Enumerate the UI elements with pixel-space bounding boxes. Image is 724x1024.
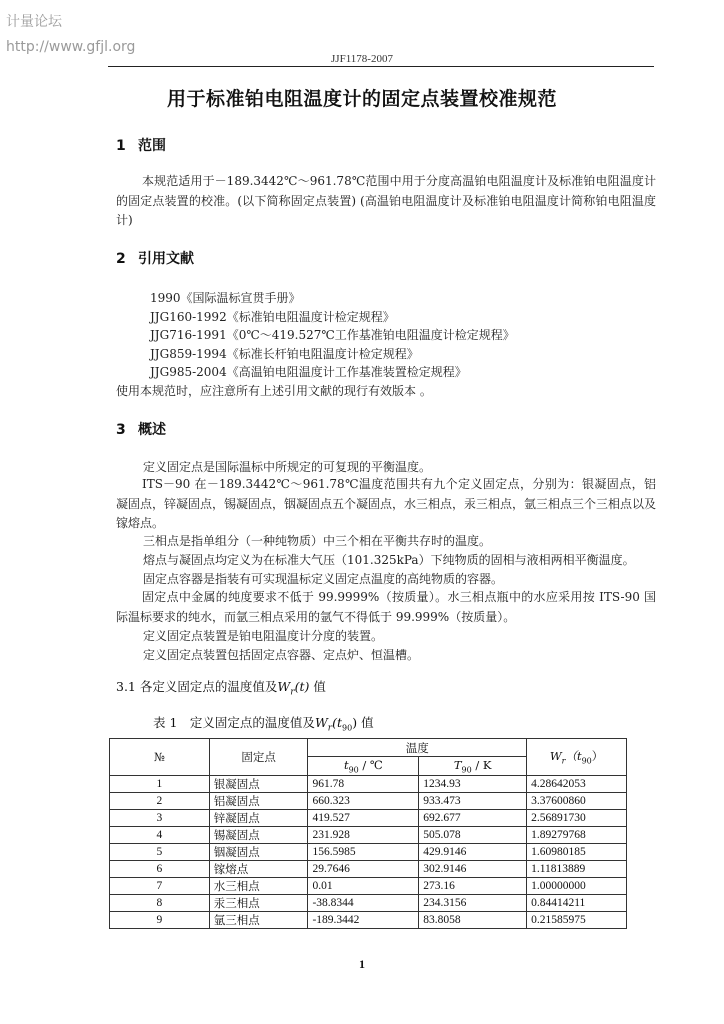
header-wr [527,739,627,776]
cell-fixed-point: 锡凝固点 [209,827,308,844]
header-t90-subscript: 90 [348,765,359,775]
cell-T90: 1234.93 [419,776,527,793]
fixed-points-table [109,738,627,929]
cell-t90: -189.3442 [308,912,419,929]
cell-no: 3 [110,810,210,827]
document-code: JJF1178-2007 [331,53,393,65]
cell-t90: 29.7646 [308,861,419,878]
header-t90 [308,757,419,776]
subsection-title: 各定义固定点的温度值及 [139,679,278,694]
overview-paragraph: 三相点是指单组分（一种纯物质）中三个相在平衡共存时的温度。 [143,534,492,548]
overview-paragraph: 熔点与凝固点均定义为在标准大气压（101.325kPa）下纯物质的固相与液相两相平衡温度。 [143,553,635,567]
caption-symbol-t: (t [332,715,343,730]
cell-wr: 4.28642053 [527,776,627,793]
cell-wr: 3.37600860 [527,793,627,810]
table-row [110,861,627,878]
cell-wr: 0.84414211 [527,895,627,912]
cell-t90: 156.5985 [308,844,419,861]
cell-t90: 660.323 [308,793,419,810]
section-number: 1 [116,138,126,154]
subsection-suffix: 值 [313,679,326,694]
cell-no: 1 [110,776,210,793]
overview-paragraph: 定义固定点装置是铂电阻温度计分度的装置。 [143,629,384,643]
reference-item: 1990《国际温标宣贯手册》 [150,291,301,305]
section-title: 概述 [138,422,166,438]
table-row [110,895,627,912]
caption-symbol-r: r [327,723,333,734]
reference-item: JJG716-1991《0℃～419.527℃工作基准铂电阻温度计检定规程》 [150,328,515,342]
overview-paragraph: 固定点容器是指装有可实现温标定义固定点温度的高纯物质的容器。 [143,572,504,586]
cell-wr: 1.00000000 [527,878,627,895]
document-title: 用于标准铂电阻温度计的固定点装置校准规范 [166,88,557,110]
section-title: 范围 [138,138,166,154]
cell-fixed-point: 镓熔点 [209,861,308,878]
overview-paragraph: ITS－90 在－189.3442℃～961.78℃温度范围共有九个定义固定点，分别为：银凝固点，铝凝固点，锌凝固点，锡凝固点，铟凝固点五个凝固点，水三相点，汞三相点，氩三相点三个三相点以及镓熔点。 [116,477,657,530]
section-title: 引用文献 [138,251,194,267]
header-wr-close: ） [591,749,604,764]
header-fixed-point: 固定点 [209,739,308,776]
header-T90-unit: / K [475,758,492,773]
cell-no: 4 [110,827,210,844]
reference-item: JJG985-2004《高温铂电阻温度计工作基准装置检定规程》 [150,365,467,379]
cell-t90: 231.928 [308,827,419,844]
cell-fixed-point: 汞三相点 [209,895,308,912]
table-row [110,810,627,827]
references-note: 使用本规范时，应注意所有上述引用文献的现行有效版本 。 [116,384,432,398]
cell-fixed-point: 铟凝固点 [209,844,308,861]
table-row [110,912,627,929]
section-1-heading [116,135,166,155]
cell-T90: 273.16 [419,878,527,895]
subsection-number: 3.1 [116,679,136,694]
cell-T90: 302.9146 [419,861,527,878]
section-1-paragraph: 本规范适用于－189.3442℃～961.78℃范围中用于分度高温铂电阻温度计及标准铂电阻温度计的固定点装置的校准。(以下简称固定点装置) (高温铂电阻温度计及标准铂电阻温度计简称铂电阻温度计) [116,174,656,227]
cell-T90: 429.9146 [419,844,527,861]
cell-no: 7 [110,878,210,895]
header-rule [108,66,654,67]
cell-T90: 234.3156 [419,895,527,912]
overview-paragraph: 定义固定点是国际温标中所规定的可复现的平衡温度。 [143,460,432,474]
header-wr-argument-subscript: 90 [581,756,592,766]
table-caption [153,713,374,734]
cell-no: 2 [110,793,210,810]
watermark-site-name: 计量论坛 [6,14,62,30]
symbol-t: (t) [294,679,310,694]
table-row [110,793,627,810]
page-number: 1 [359,957,365,971]
cell-no: 5 [110,844,210,861]
header-no: № [110,739,210,776]
cell-wr: 1.11813889 [527,861,627,878]
header-t90-unit: / ℃ [362,758,383,773]
caption-text: 表 1 定义固定点的温度值及 [153,715,315,730]
cell-t90: 0.01 [308,878,419,895]
cell-T90: 83.8058 [419,912,527,929]
cell-wr: 1.60980185 [527,844,627,861]
reference-item: JJG859-1994《标准长杆铂电阻温度计检定规程》 [150,347,419,361]
cell-wr: 0.21585975 [527,912,627,929]
cell-no: 6 [110,861,210,878]
table-row [110,776,627,793]
caption-suffix: 值 [361,715,374,730]
symbol-r: r [290,687,295,698]
subsection-3-1-heading [116,677,326,698]
cell-T90: 692.677 [419,810,527,827]
cell-T90: 933.473 [419,793,527,810]
overview-paragraph: 固定点中金属的纯度要求不低于 99.9999%（按质量）。水三相点瓶中的水应采用按 ITS-90 国际温标要求的纯水，而氩三相点采用的氩气不得低于 99.999%（按质量）。 [116,590,656,624]
cell-t90: -38.8344 [308,895,419,912]
section-number: 3 [116,422,126,438]
cell-no: 9 [110,912,210,929]
cell-fixed-point: 氩三相点 [209,912,308,929]
reference-item: JJG160-1992《标准铂电阻温度计检定规程》 [150,310,395,324]
cell-fixed-point: 铝凝固点 [209,793,308,810]
cell-fixed-point: 银凝固点 [209,776,308,793]
section-3-heading [116,419,166,439]
cell-wr: 1.89279768 [527,827,627,844]
cell-T90: 505.078 [419,827,527,844]
watermark-url: http://www.gfjl.org [6,39,136,55]
cell-fixed-point: 锌凝固点 [209,810,308,827]
table-row [110,844,627,861]
header-wr-subscript: r [561,756,566,766]
header-T90-symbol: T [453,758,462,773]
section-2-heading [116,248,194,268]
header-wr-argument: （t [565,749,582,764]
header-t90-symbol: t [343,758,349,773]
caption-symbol-w: W [314,715,328,730]
cell-wr: 2.56891730 [527,810,627,827]
header-T90-subscript: 90 [461,765,472,775]
overview-paragraph: 定义固定点装置包括固定点容器、定点炉、恒温槽。 [143,648,420,662]
cell-fixed-point: 水三相点 [209,878,308,895]
section-number: 2 [116,251,126,267]
table-row [110,878,627,895]
caption-close-paren: ) [352,715,358,730]
table-row [110,827,627,844]
caption-subscript-90: 90 [342,723,353,733]
cell-t90: 961.78 [308,776,419,793]
cell-t90: 419.527 [308,810,419,827]
header-wr-symbol: W [549,749,562,764]
cell-no: 8 [110,895,210,912]
symbol-w: W [277,679,291,694]
header-T90 [419,757,527,776]
header-temperature: 温度 [308,739,527,757]
